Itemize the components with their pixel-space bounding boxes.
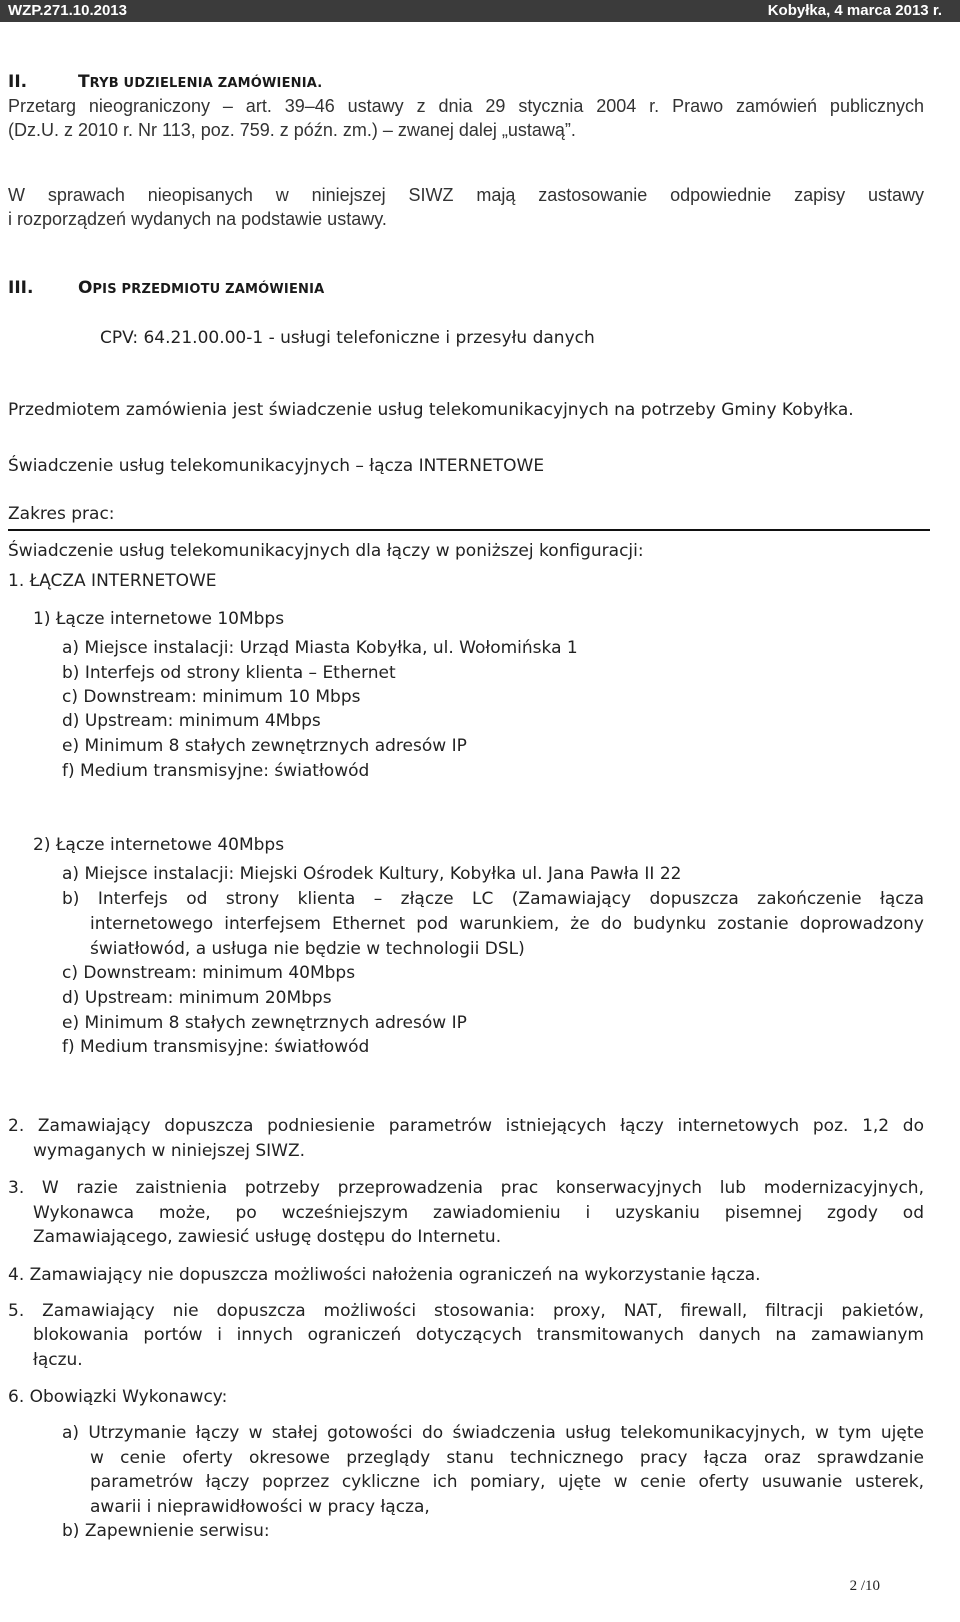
- section-3-title: [78, 278, 324, 298]
- link-1-item-e: e) Minimum 8 stałych zewnętrznych adresów IP: [62, 736, 467, 756]
- point-3-line-1: 3. W razie zaistnienia potrzeby przeprowadzenia prac konserwacyjnych lub modernizacyjnych,: [8, 1178, 924, 1198]
- point-2-line-1: 2. Zamawiający dopuszcza podniesienie parametrów istniejących łączy internetowych poz. 1,2 do: [8, 1116, 924, 1136]
- scope-label: Zakres prac:: [8, 504, 115, 524]
- point-6b: b) Zapewnienie serwisu:: [62, 1521, 270, 1541]
- page-number: 2 /10: [849, 1578, 880, 1594]
- point-5-line-3: łączu.: [33, 1350, 83, 1370]
- link-1-item-d: d) Upstream: minimum 4Mbps: [62, 711, 321, 731]
- section-3-title-rest: PIS PRZEDMIOTU ZAMÓWIENIA: [92, 282, 325, 297]
- configuration-line: Świadczenie usług telekomunikacyjnych dla łączy w poniższej konfiguracji:: [8, 541, 644, 561]
- document-reference: WZP.271.10.2013: [8, 2, 127, 19]
- applicable-law-line-1: W sprawach nieopisanych w niniejszej SIWZ mają zastosowanie odpowiednie zapisy ustawy: [8, 185, 924, 205]
- link-1-item-f: f) Medium transmisyjne: światłowód: [62, 761, 370, 781]
- point-6a-line-2: w cenie oferty okresowe przeglądy stanu technicznego pracy łącza oraz sprawdzanie: [90, 1448, 924, 1468]
- procedure-line-1: Przetarg nieograniczony – art. 39–46 ustawy z dnia 29 stycznia 2004 r. Prawo zamówień publicznych: [8, 96, 924, 116]
- link-2-item-d: d) Upstream: minimum 20Mbps: [62, 988, 332, 1008]
- link-1-item-c: c) Downstream: minimum 10 Mbps: [62, 687, 361, 707]
- subject-of-order: Przedmiotem zamówienia jest świadczenie usług telekomunikacyjnych na potrzeby Gminy Kobyłka.: [8, 400, 854, 420]
- internet-links-heading: 1. ŁĄCZA INTERNETOWE: [8, 571, 217, 591]
- procedure-line-2: (Dz.U. z 2010 r. Nr 113, poz. 759. z późn. zm.) – zwanej dalej „ustawą”.: [8, 120, 576, 140]
- services-line: Świadczenie usług telekomunikacyjnych – łącza INTERNETOWE: [8, 456, 545, 476]
- point-6a-line-4: awarii i nieprawidłowości w pracy łącza,: [90, 1497, 430, 1517]
- link-2-item-a: a) Miejsce instalacji: Miejski Ośrodek Kultury, Kobyłka ul. Jana Pawła II 22: [62, 864, 682, 884]
- section-3-title-initial: O: [78, 278, 93, 298]
- point-2-line-2: wymaganych w niniejszej SIWZ.: [33, 1141, 306, 1161]
- link-2-item-f: f) Medium transmisyjne: światłowód: [62, 1037, 370, 1057]
- point-6a-line-1: a) Utrzymanie łączy w stałej gotowości do świadczenia usług telekomunikacyjnych, w tym ujęte: [62, 1423, 924, 1443]
- point-6-heading: 6. Obowiązki Wykonawcy:: [8, 1387, 228, 1407]
- section-3-number: III.: [8, 278, 34, 298]
- cpv-code-line: CPV: 64.21.00.00-1 - usługi telefoniczne i przesyłu danych: [100, 328, 595, 348]
- section-2-title: [78, 72, 322, 92]
- link-2-item-b-line-3: światłowód, a usługa nie będzie w technologii DSL): [90, 939, 525, 959]
- point-5-line-2: blokowania portów i innych ograniczeń dotyczących transmitowanych danych na zamawianym: [33, 1325, 924, 1345]
- link-1-item-a: a) Miejsce instalacji: Urząd Miasta Kobyłka, ul. Wołomińska 1: [62, 638, 578, 658]
- section-divider: [8, 529, 930, 531]
- point-3-line-2: Wykonawca może, po wcześniejszym zawiadomieniu i uzyskaniu pisemnej zgody od: [33, 1203, 924, 1223]
- document-date: Kobyłka, 4 marca 2013 r.: [767, 2, 942, 19]
- point-5-line-1: 5. Zamawiający nie dopuszcza możliwości stosowania: proxy, NAT, firewall, filtracji pakietów,: [8, 1301, 924, 1321]
- section-2-title-initial: T: [78, 72, 90, 92]
- applicable-law-line-2: i rozporządzeń wydanych na podstawie ustawy.: [8, 209, 387, 229]
- link-1-title: 1) Łącze internetowe 10Mbps: [33, 609, 285, 629]
- point-4: 4. Zamawiający nie dopuszcza możliwości nałożenia ograniczeń na wykorzystanie łącza.: [8, 1265, 761, 1285]
- link-2-item-b-line-2: internetowego interfejsem Ethernet pod warunkiem, że do budynku zostanie doprowadzony: [90, 914, 924, 934]
- section-2-title-rest: RYB UDZIELENIA ZAMÓWIENIA.: [89, 76, 323, 91]
- link-2-item-b-line-1: b) Interfejs od strony klienta – złącze LC (Zamawiający dopuszcza zakończenie łącza: [62, 889, 924, 909]
- section-2-number: II.: [8, 72, 28, 92]
- link-2-item-e: e) Minimum 8 stałych zewnętrznych adresów IP: [62, 1013, 467, 1033]
- point-3-line-3: Zamawiającego, zawiesić usługę dostępu do Internetu.: [33, 1227, 502, 1247]
- link-2-title: 2) Łącze internetowe 40Mbps: [33, 835, 285, 855]
- link-2-item-c: c) Downstream: minimum 40Mbps: [62, 963, 356, 983]
- page-header-bar: [0, 0, 960, 22]
- point-6a-line-3: parametrów łączy poprzez cykliczne ich pomiary, ujęte w cenie oferty usuwanie usterek,: [90, 1472, 924, 1492]
- link-1-item-b: b) Interfejs od strony klienta – Ethernet: [62, 663, 396, 683]
